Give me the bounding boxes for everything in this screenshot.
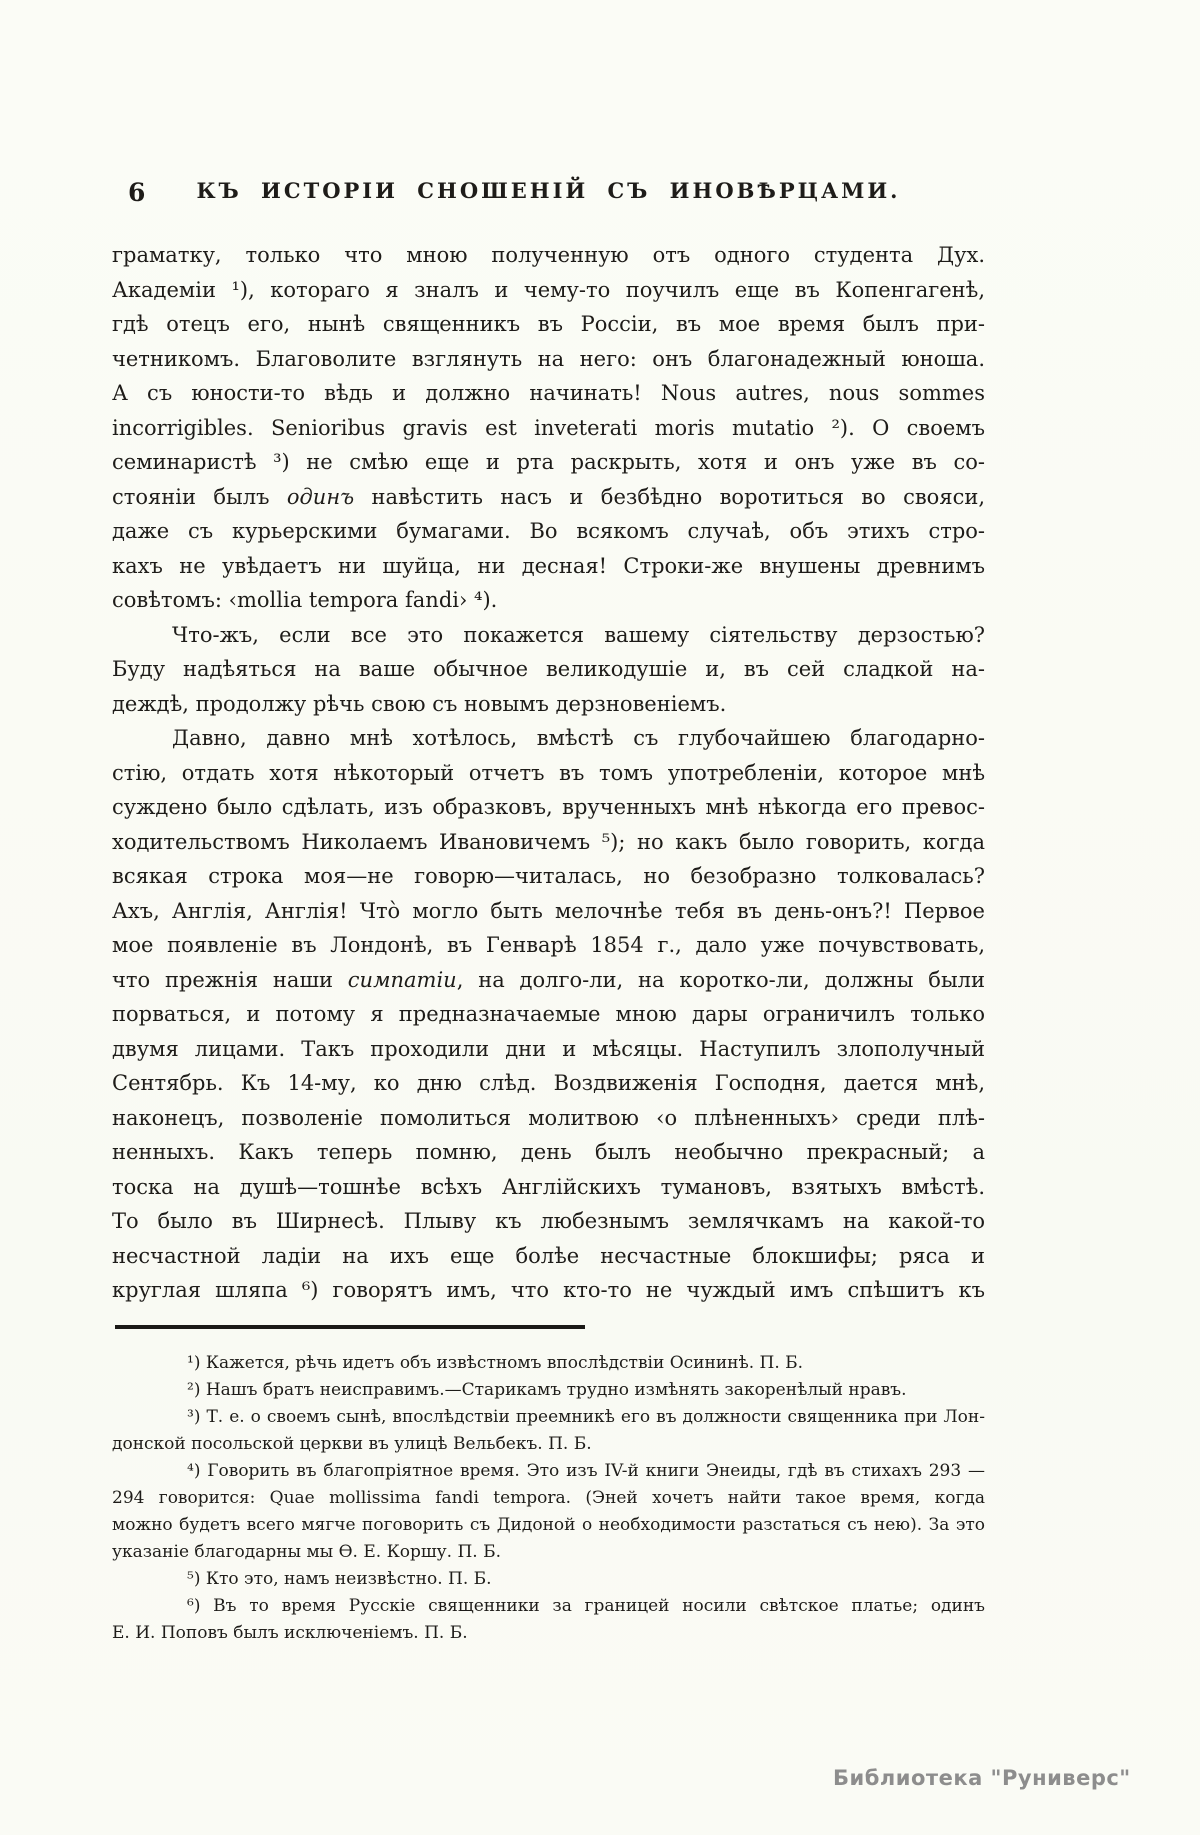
text-segment: А съ юности-то вѣдь и должно начинать! Nous autres, nous sommes xyxy=(112,381,985,405)
body-text-line xyxy=(112,583,985,618)
body-text-line xyxy=(112,342,985,377)
body-text-line xyxy=(112,307,985,342)
text-segment: совѣтомъ: ‹mollia tempora fandi› ⁴). xyxy=(112,588,498,612)
text-segment: То было въ Ширнесѣ. Плыву къ любезнымъ землячкамъ на какой-то xyxy=(112,1209,985,1233)
text-segment: стію, отдать хотя нѣкоторый отчетъ въ томъ употребленіи, которое мнѣ xyxy=(112,760,985,785)
text-segment: несчастной ладіи на ихъ еще болѣе несчастные блокшифы; ряса и xyxy=(112,1243,985,1268)
text-segment: всякая строка моя—не говорю—читалась, но безобразно толковалась? xyxy=(112,864,985,888)
text-segment: Академіи ¹), котораго я зналъ и чему-то поучилъ еще въ Копенгагенѣ, xyxy=(112,277,985,302)
body-text-line xyxy=(112,1032,985,1067)
body-text-line xyxy=(112,549,985,584)
footnote-line xyxy=(112,1620,985,1647)
footnote-separator xyxy=(115,1325,585,1329)
body-text-line xyxy=(112,687,985,722)
body-text-line xyxy=(112,859,985,894)
body-text-line xyxy=(112,480,985,515)
body-text-line xyxy=(112,1204,985,1239)
footnote-line xyxy=(112,1377,985,1404)
footnote-line xyxy=(112,1431,985,1458)
body-text-line xyxy=(112,618,985,653)
text-segment: донской посольской церкви въ улицѣ Вельбекъ. П. Б. xyxy=(112,1434,592,1454)
text-segment: Давно, давно мнѣ хотѣлось, вмѣстѣ съ глубочайшею благодарно- xyxy=(172,726,985,750)
body-text-line xyxy=(112,997,985,1032)
text-segment: граматку, только что мною полученную отъ одного студента Дух. xyxy=(112,243,985,267)
footnote-line xyxy=(112,1566,985,1593)
text-segment: деждѣ, продолжу рѣчь свою съ новымъ дерзновеніемъ. xyxy=(112,691,727,716)
emphasized-text: одинъ xyxy=(286,484,355,509)
text-segment: навѣстить насъ и безбѣдно воротиться во свояси, xyxy=(354,484,985,509)
text-segment: тоска на душѣ—тошнѣе всѣхъ Англійскихъ тумановъ, взятыхъ вмѣстѣ. xyxy=(112,1174,985,1199)
text-segment: что прежнія наши xyxy=(112,967,348,992)
body-text-line xyxy=(112,928,985,963)
body-text-line xyxy=(112,721,985,756)
text-segment: наконецъ, позволеніе помолиться молитвою ‹о плѣненныхъ› среди плѣ- xyxy=(112,1105,985,1130)
footnote-line xyxy=(112,1485,985,1512)
footnote-line xyxy=(112,1593,985,1620)
text-segment: стояніи былъ xyxy=(112,484,287,509)
body-text-line xyxy=(112,238,985,273)
body-text-line xyxy=(112,894,985,929)
text-segment: , на долго-ли, на коротко-ли, должны были xyxy=(456,967,985,992)
text-segment: Сентябрь. Къ 14-му, ко дню слѣд. Воздвиженія Господня, дается мнѣ, xyxy=(112,1071,985,1095)
text-segment: ⁵) Кто это, намъ неизвѣстно. П. Б. xyxy=(187,1569,492,1589)
text-segment: гдѣ отецъ его, нынѣ священникъ въ Россіи, въ мое время былъ при- xyxy=(112,312,985,336)
body-text-line xyxy=(112,1273,985,1308)
body-text-line xyxy=(112,411,985,446)
body-text-line xyxy=(112,445,985,480)
body-text-line xyxy=(112,376,985,411)
text-segment: суждено было сдѣлать, изъ образковъ, врученныхъ мнѣ нѣкогда его превос- xyxy=(112,795,985,819)
text-segment: кахъ не увѣдаетъ ни шуйца, ни десная! Строки-же внушены древнимъ xyxy=(112,553,985,578)
body-text xyxy=(112,238,985,1308)
body-text-line xyxy=(112,1135,985,1170)
text-segment: семинаристѣ ³) не смѣю еще и рта раскрыть, хотя и онъ уже въ со- xyxy=(112,450,985,474)
footnote-line xyxy=(112,1404,985,1431)
footnotes xyxy=(112,1350,985,1647)
footnote-line xyxy=(112,1539,985,1566)
text-segment: мое появленіе въ Лондонѣ, въ Генварѣ 1854 г., дало уже почувствовать, xyxy=(112,933,985,957)
body-text-line xyxy=(112,1066,985,1101)
page-header xyxy=(112,178,985,208)
text-segment: incorrigibles. Senioribus gravis est inveterati moris mutatio ²). О своемъ xyxy=(112,415,985,440)
body-text-line xyxy=(112,514,985,549)
text-segment: порваться, и потому я предназначаемые мною дары ограничилъ только xyxy=(112,1002,985,1026)
body-text-line xyxy=(112,963,985,998)
text-segment: можно будетъ всего мягче поговорить съ Дидоной о необходимости разстаться съ нею). За это xyxy=(112,1515,985,1535)
text-segment: Что-жъ, если все это покажется вашему сіятельству дерзостью? xyxy=(172,622,985,647)
text-segment: Ахъ, Англія, Англія! Что̀ могло быть мелочнѣе тебя въ день-онъ?! Первое xyxy=(112,898,985,923)
text-segment: ⁴) Говорить въ благопріятное время. Это изъ IV-й книги Энеиды, гдѣ въ стихахъ 293 — xyxy=(187,1461,985,1481)
text-segment: 294 говорится: Quae mollissima fandi tempora. (Эней хочетъ найти такое время, когда xyxy=(112,1488,985,1508)
body-text-line xyxy=(112,1239,985,1274)
text-segment: круглая шляпа ⁶) говорятъ имъ, что кто-то не чуждый имъ спѣшитъ къ xyxy=(112,1278,985,1302)
text-segment: ⁶) Въ то время Русскіе священники за границей носили свѣтское платье; одинъ xyxy=(187,1596,985,1616)
text-segment: ходительствомъ Николаемъ Ивановичемъ ⁵); но какъ было говорить, когда xyxy=(112,829,985,854)
running-title: КЪ ИСТОРІИ СНОШЕНІЙ СЪ ИНОВѢРЦАМИ. xyxy=(196,178,901,203)
text-segment: ³) Т. е. о своемъ сынѣ, впослѣдствіи преемникѣ его въ должности священника при Лон- xyxy=(187,1407,985,1427)
emphasized-text: симпатіи xyxy=(347,967,457,992)
body-text-line xyxy=(112,790,985,825)
body-text-line xyxy=(112,273,985,308)
text-segment: ¹) Кажется, рѣчь идетъ объ извѣстномъ впослѣдствіи Осининѣ. П. Б. xyxy=(187,1353,804,1373)
library-watermark: Библиотека "Руниверс" xyxy=(833,1766,1131,1790)
text-segment: двумя лицами. Такъ проходили дни и мѣсяцы. Наступилъ злополучный xyxy=(112,1036,985,1061)
text-segment: Е. И. Поповъ былъ исключеніемъ. П. Б. xyxy=(112,1623,468,1643)
footnote-line xyxy=(112,1350,985,1377)
footnote-line xyxy=(112,1458,985,1485)
body-text-line xyxy=(112,825,985,860)
text-segment: четникомъ. Благоволите взглянуть на него: онъ благонадежный юноша. xyxy=(112,346,985,371)
footnote-line xyxy=(112,1512,985,1539)
page-number: 6 xyxy=(128,178,146,207)
body-text-line xyxy=(112,1101,985,1136)
body-text-line xyxy=(112,1170,985,1205)
body-text-line xyxy=(112,652,985,687)
body-text-line xyxy=(112,756,985,791)
text-segment: указаніе благодарны мы Ѳ. Е. Коршу. П. Б. xyxy=(112,1542,501,1562)
text-segment: даже съ курьерскими бумагами. Во всякомъ случаѣ, объ этихъ стро- xyxy=(112,519,985,543)
text-segment: Буду надѣяться на ваше обычное великодушіе и, въ сей сладкой на- xyxy=(112,657,985,681)
text-segment: ²) Нашъ братъ неисправимъ.—Старикамъ трудно измѣнять закоренѣлый нравъ. xyxy=(187,1380,907,1400)
text-segment: ненныхъ. Какъ теперь помню, день былъ необычно прекрасный; а xyxy=(112,1140,985,1164)
